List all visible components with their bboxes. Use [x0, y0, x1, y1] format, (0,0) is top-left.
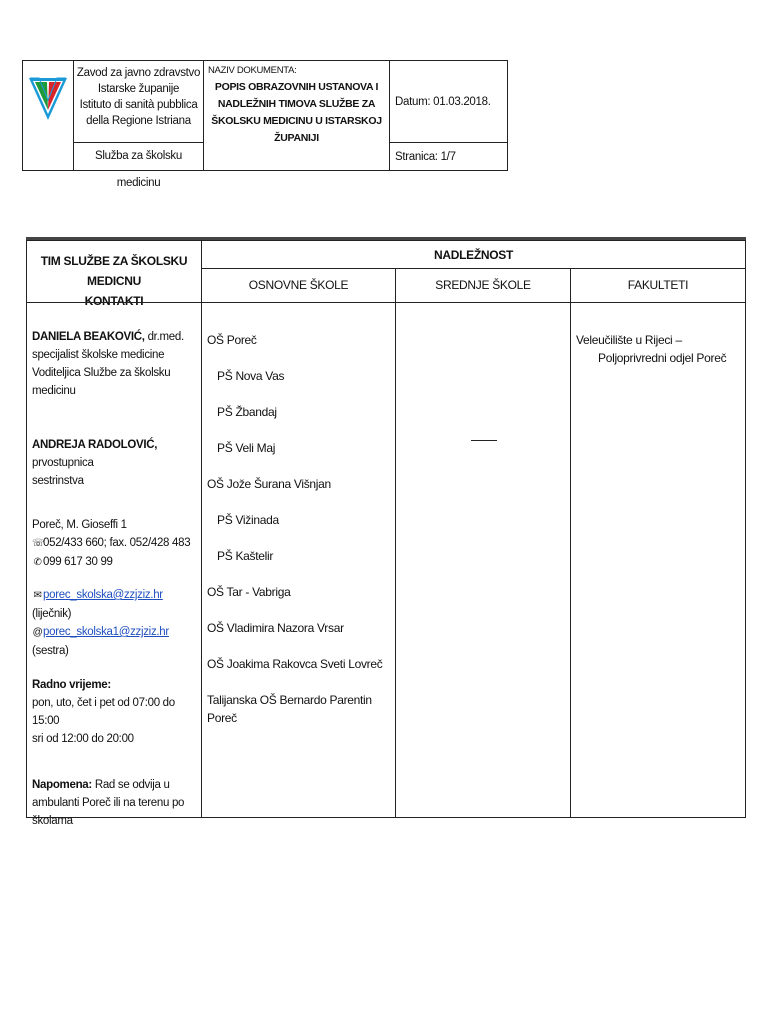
document-title-line: ŽUPANIJI [274, 132, 319, 144]
document-date: Datum: 01.03.2018. [389, 60, 508, 143]
school-item: OŠ Joakima Rakovca Sveti Lovreč [207, 657, 383, 671]
school-item: PŠ Vižinada [217, 513, 279, 527]
doctor-title: dr.med. [144, 331, 184, 343]
school-item: OŠ Tar - Vabriga [207, 585, 291, 599]
working-hours-label: Radno vrijeme: [32, 679, 111, 691]
document-title-line: NADLEŽNIH TIMOVA SLUŽBE ZA [217, 98, 376, 110]
phone-line [32, 534, 197, 553]
faculty-line: Veleučilište u Rijeci – [576, 333, 682, 347]
nurse-title: prvostupnica [32, 457, 94, 469]
osnovne-skole-cell [201, 302, 396, 818]
email-link-nurse[interactable]: porec_skolska1@zzjziz.hr [43, 626, 169, 638]
school-item: PŠ Nova Vas [217, 369, 285, 383]
working-hours-line: sri od 12:00 do 20:00 [32, 733, 134, 745]
note-label: Napomena: [32, 779, 92, 791]
institution-logo [23, 61, 73, 170]
nurse-title-cont: sestrinstva [32, 475, 84, 487]
note-text: Rad se odvija u ambulanti Poreč ili na terenu po školama [32, 779, 185, 827]
document-title-line: ŠKOLSKU MEDICINU U ISTARSKOJ [211, 115, 382, 127]
school-item: OŠ Poreč [207, 333, 257, 347]
phone-icon: ☏ [32, 538, 45, 549]
institution-line: Zavod za javno zdravstvo [76, 67, 201, 79]
fakulteti-cell [570, 302, 746, 818]
phone-number: 052/433 660; fax. 052/428 483 [43, 537, 191, 549]
column-header-osnovne: OSNOVNE ŠKOLE [201, 268, 396, 303]
team-contacts-cell [26, 302, 202, 827]
schools-table [26, 237, 746, 827]
logo-cell [22, 60, 74, 171]
at-icon: @ [32, 627, 43, 638]
school-item: OŠ Jože Šurana Višnjan [207, 477, 331, 491]
school-item: PŠ Žbandaj [217, 405, 277, 419]
page-number: Stranica: 1/7 [389, 142, 508, 171]
document-name-cell [203, 60, 390, 171]
mobile-line [32, 553, 197, 572]
mobile-icon: ✆ [33, 557, 42, 568]
column-header-srednje: SREDNJE ŠKOLE [395, 268, 571, 303]
school-item: Talijanska OŠ Bernardo Parentin Poreč [207, 693, 372, 725]
email2-line [32, 623, 197, 660]
nurse-name: ANDREJA RADOLOVIĆ, [32, 439, 158, 451]
doctor-role: Voditeljica Službe za školsku medicinu [32, 367, 171, 397]
address: Poreč, M. Gioseffi 1 [32, 519, 127, 531]
nadleznost-header: NADLEŽNOST [201, 240, 746, 269]
institution-line: della Regione Istriana [86, 115, 191, 127]
srednje-skole-cell [395, 302, 571, 818]
institution-line: Istarske županije [97, 83, 180, 95]
team-header-line: TIM SLUŽBE ZA ŠKOLSKU MEDICNU [40, 254, 188, 288]
email1-line [32, 586, 197, 623]
document-title-line: POPIS OBRAZOVNIH USTANOVA I [214, 81, 379, 93]
school-item: OŠ Vladimira Nazora Vrsar [207, 621, 344, 635]
email2-note: (sestra) [32, 645, 69, 657]
document-name-label: NAZIV DOKUMENTA: [208, 65, 297, 76]
working-hours-line: pon, uto, čet i pet od 07:00 do 15:00 [32, 697, 175, 727]
mail-icon: ✉ [33, 590, 42, 601]
institution-line: Istituto di sanità pubblica [79, 99, 198, 111]
document-title [208, 79, 385, 147]
institution-name [73, 60, 204, 143]
doctor-specialty: specijalist školske medicine [32, 349, 165, 361]
document-header [22, 60, 508, 189]
team-header-line: KONTAKTI [84, 294, 144, 308]
nurse-entry [32, 436, 197, 472]
email1-note: (liječnik) [32, 608, 72, 620]
service-name: Služba za školsku medicinu [73, 142, 204, 171]
doctor-entry [32, 328, 197, 346]
doctor-name: DANIELA BEAKOVIĆ, [32, 331, 145, 343]
empty-dash [471, 440, 497, 441]
team-header [26, 240, 202, 308]
note [32, 776, 197, 830]
email-link-doctor[interactable]: porec_skolska@zzjziz.hr [43, 589, 163, 601]
faculty-line: Poljoprivredni odjel Poreč [598, 351, 727, 365]
column-header-fakulteti: FAKULTETI [570, 268, 746, 303]
mobile-number: 099 617 30 99 [43, 556, 113, 568]
school-item: PŠ Veli Maj [217, 441, 276, 455]
school-item: PŠ Kaštelir [217, 549, 274, 563]
